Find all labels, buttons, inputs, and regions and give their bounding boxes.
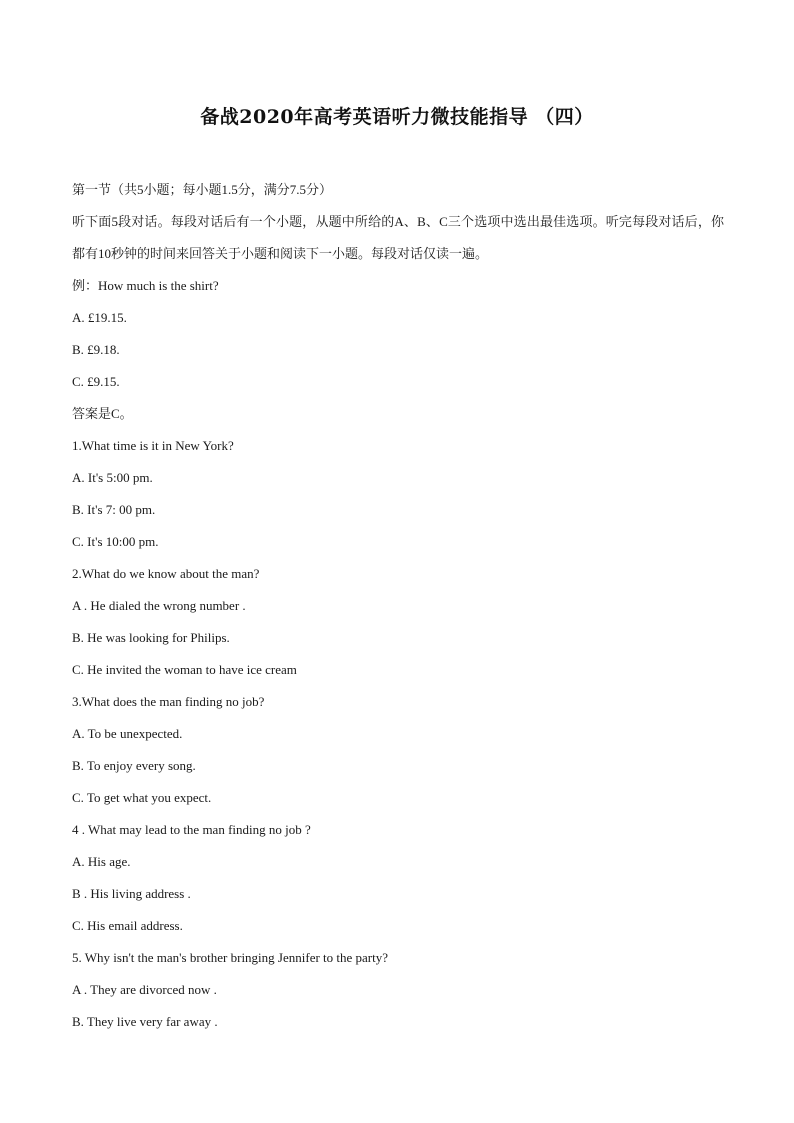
section-header: 第一节（共5小题；每小题1.5分，满分7.5分） (72, 182, 333, 197)
question-4-option-b: B . His living address . (72, 886, 191, 901)
question-5-option-a: A . They are divorced now . (72, 982, 217, 997)
question-2: 2.What do we know about the man? (72, 566, 260, 581)
question-3-option-c: C. To get what you expect. (72, 790, 212, 805)
example-option-b: B. £9.18. (72, 342, 120, 357)
question-2-option-c: C. He invited the woman to have ice cream (72, 662, 297, 677)
question-1: 1.What time is it in New York? (72, 438, 234, 453)
example-question: 例：How much is the shirt? (72, 278, 219, 293)
question-1-option-c: C. It's 10:00 pm. (72, 534, 159, 549)
question-5-option-b: B. They live very far away . (72, 1014, 218, 1029)
question-4: 4 . What may lead to the man finding no job ? (72, 822, 311, 837)
question-3-option-a: A. To be unexpected. (72, 726, 183, 741)
question-1-option-b: B. It's 7: 00 pm. (72, 502, 156, 517)
question-3-option-b: B. To enjoy every song. (72, 758, 196, 773)
example-answer: 答案是C。 (72, 406, 133, 421)
example-option-a: A. £19.15. (72, 310, 127, 325)
question-4-option-a: A. His age. (72, 854, 131, 869)
question-2-option-b: B. He was looking for Philips. (72, 630, 230, 645)
question-1-option-a: A. It's 5:00 pm. (72, 470, 153, 485)
question-4-option-c: C. His email address. (72, 918, 183, 933)
question-3: 3.What does the man finding no job? (72, 694, 265, 709)
instructions-paragraph: 听下面5段对话。每段对话后有一个小题，从题中所给的A、B、C三个选项中选出最佳选项。听完每段对话后，你都有10秒钟的时间来回答关于小题和阅读下一小题。每段对话仅读一遍。 (72, 214, 724, 261)
document-title: 备战2020年高考英语听力微技能指导 （四） (200, 106, 594, 128)
question-2-option-a: A . He dialed the wrong number . (72, 598, 246, 613)
document-body (72, 174, 724, 1038)
example-option-c: C. £9.15. (72, 374, 120, 389)
question-5: 5. Why isn't the man's brother bringing Jennifer to the party? (72, 950, 389, 965)
